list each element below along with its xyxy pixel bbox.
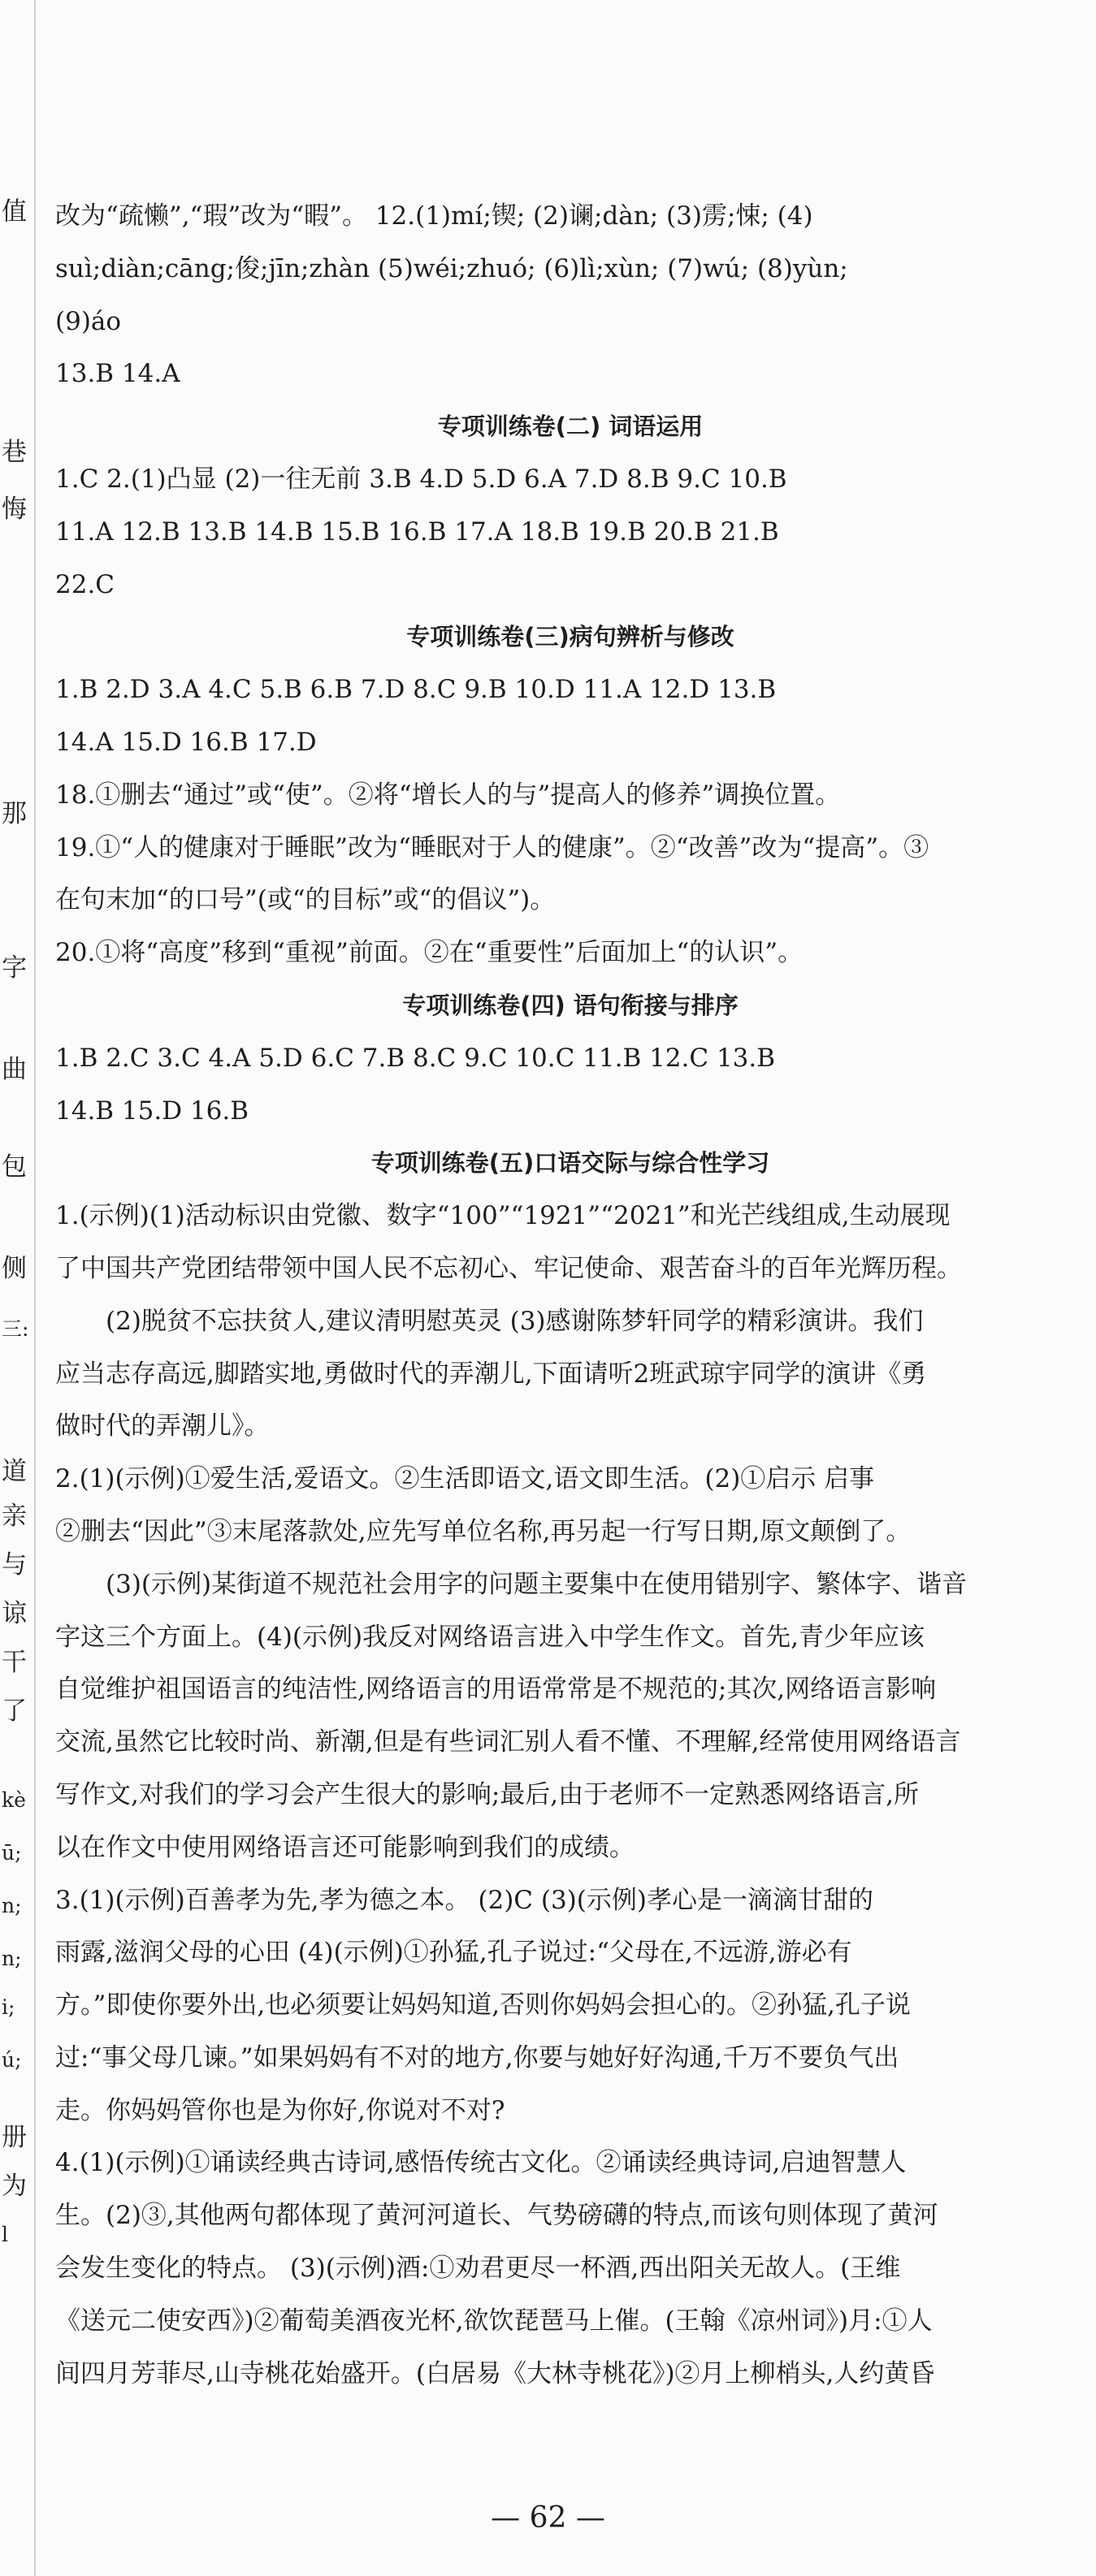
gutter-fragment: l [2, 2223, 8, 2246]
answer-line: 写作文,对我们的学习会产生很大的影响;最后,由于老师不一定熟悉网络语言,所 [55, 1779, 920, 1809]
gutter-fragment: 干 [2, 1648, 27, 1677]
answer-line: 14.B 15.D 16.B [55, 1096, 249, 1126]
gutter-fragment: 道 [2, 1457, 27, 1486]
section-heading: 专项训练卷(三)病句辨析与修改 [406, 623, 734, 651]
answer-line: suì;diàn;cāng;俊;jīn;zhàn (5)wéi;zhuó; (6)lì;xùn; (7)wú; (8)yùn; [55, 253, 848, 283]
answer-line: 雨露,滋润父母的心田 (4)(示例)①孙猛,孔子说过:“父母在,不远游,游必有 [55, 1938, 852, 1968]
answer-line: 生。(2)③,其他两句都体现了黄河河道长、气势磅礴的特点,而该句则体现了黄河 [55, 2201, 938, 2231]
gutter-fragment: ú; [2, 2048, 22, 2072]
answer-line: 做时代的弄潮儿》。 [55, 1411, 270, 1441]
margin-rule [34, 0, 36, 2576]
answer-line: 1.B 2.D 3.A 4.C 5.B 6.B 7.D 8.C 9.B 10.D 11.A 12.D 13.B [55, 675, 777, 705]
page-number: — 62 — [491, 2501, 605, 2535]
answer-line: 过:“事父母几谏。”如果妈妈有不对的地方,你要与她好好沟通,千万不要负气出 [55, 2042, 899, 2072]
gutter-fragment: n; [2, 1947, 22, 1970]
section-heading: 专项训练卷(二) 词语运用 [437, 413, 704, 441]
gutter-fragment: 包 [2, 1152, 27, 1182]
answer-line: 22.C [55, 569, 115, 599]
answer-line: (3)(示例)某街道不规范社会用字的问题主要集中在使用错别字、繁体字、谐音 [106, 1569, 968, 1599]
answer-line: (2)脱贫不忘扶贫人,建议清明慰英灵 (3)感谢陈梦轩同学的精彩演讲。我们 [106, 1306, 924, 1336]
gutter-fragment: n; [2, 1894, 22, 1917]
answer-line: 14.A 15.D 16.B 17.D [55, 727, 317, 757]
answer-line: 了中国共产党团结带领中国人民不忘初心、牢记使命、艰苦奋斗的百年光辉历程。 [55, 1253, 962, 1283]
answer-line: 13.B 14.A [55, 359, 180, 389]
gutter-fragment: kè [2, 1788, 26, 1812]
answer-line: ②删去“因此”③末尾落款处,应先写单位名称,再另起一行写日期,原文颠倒了。 [55, 1516, 912, 1546]
answer-line: 1.(示例)(1)活动标识由党徽、数字“100”“1921”“2021”和光芒线组成,生动展现 [55, 1201, 951, 1231]
answer-line: 在句末加“的口号”(或“的目标”或“的倡议”)。 [55, 885, 556, 915]
gutter-fragment: ū; [2, 1841, 22, 1865]
gutter-fragment: 亲 [2, 1502, 27, 1531]
gutter-fragment: 为 [2, 2172, 27, 2201]
gutter-fragment: 册 [2, 2123, 27, 2152]
answer-text-body [55, 190, 1085, 2400]
answer-line: 改为“疏懒”,“瑕”改为“暇”。 12.(1)mí;锲; (2)谰;dàn; (3)雳;悚; (4) [55, 201, 813, 231]
gutter-fragment: 三: [2, 1317, 29, 1341]
answer-line: 《送元二使安西》)②葡萄美酒夜光杯,欲饮琵琶马上催。(王翰《凉州词》)月:①人 [55, 2306, 933, 2336]
section-heading: 专项训练卷(四) 语句衔接与排序 [402, 991, 739, 1019]
gutter-fragment: 曲 [2, 1055, 27, 1084]
answer-line: (9)áo [55, 306, 122, 336]
gutter-fragment: 巷 [2, 438, 27, 467]
answer-line: 18.①删去“通过”或“使”。②将“增长人的与”提高人的修养”调换位置。 [55, 780, 841, 810]
gutter-fragment: 了 [2, 1696, 27, 1726]
answer-line: 字这三个方面上。(4)(示例)我反对网络语言进入中学生作文。首先,青少年应该 [55, 1622, 925, 1652]
answer-line: 1.C 2.(1)凸显 (2)一往无前 3.B 4.D 5.D 6.A 7.D 8.B 9.C 10.B [55, 464, 787, 494]
answer-line: 交流,虽然它比较时尚、新潮,但是有些词汇别人看不懂、不理解,经常使用网络语言 [55, 1727, 961, 1757]
gutter-fragment: 悔 [2, 495, 27, 524]
answer-line: 应当志存高远,脚踏实地,勇做时代的弄潮儿,下面请听2班武琼宇同学的演讲《勇 [55, 1359, 927, 1389]
gutter-fragment: 侧 [2, 1254, 27, 1283]
answer-line: 19.①“人的健康对于睡眠”改为“睡眠对于人的健康”。②“改善”改为“提高”。③ [55, 832, 929, 862]
answer-line: 以在作文中使用网络语言还可能影响到我们的成绩。 [55, 1832, 635, 1862]
section-heading: 专项训练卷(五)口语交际与综合性学习 [370, 1149, 770, 1178]
left-margin-gutter [0, 0, 36, 2576]
gutter-fragment: 字 [2, 953, 27, 983]
answer-line: 间四月芳菲尽,山寺桃花始盛开。(白居易《大林寺桃花》)②月上柳梢头,人约黄昏 [55, 2358, 935, 2388]
answer-line: 2.(1)(示例)①爱生活,爱语文。②生活即语文,语文即生活。(2)①启示 启事 [55, 1464, 875, 1494]
answer-line: 11.A 12.B 13.B 14.B 15.B 16.B 17.A 18.B 19.B 20.B 21.B [55, 516, 779, 547]
gutter-fragment: 谅 [2, 1599, 27, 1628]
gutter-fragment: i; [2, 1995, 15, 2019]
answer-line: 方。”即使你要外出,也必须要让妈妈知道,否则你妈妈会担心的。②孙猛,孔子说 [55, 1990, 911, 2021]
answer-line: 走。你妈妈管你也是为你好,你说对不对? [55, 2095, 505, 2125]
answer-line: 自觉维护祖国语言的纯洁性,网络语言的用语常常是不规范的;其次,网络语言影响 [55, 1675, 937, 1705]
gutter-fragment: 与 [2, 1550, 27, 1580]
gutter-fragment: 值 [2, 197, 27, 227]
gutter-fragment: 那 [2, 799, 27, 828]
answer-line: 3.(1)(示例)百善孝为先,孝为德之本。 (2)C (3)(示例)孝心是一滴滴甘甜的 [55, 1885, 873, 1915]
answer-line: 会发生变化的特点。 (3)(示例)酒:①劝君更尽一杯酒,西出阳关无故人。(王维 [55, 2254, 901, 2284]
answer-line: 4.(1)(示例)①诵读经典古诗词,感悟传统古文化。②诵读经典诗词,启迪智慧人 [55, 2148, 907, 2178]
answer-line: 20.①将“高度”移到“重视”前面。②在“重要性”后面加上“的认识”。 [55, 938, 804, 968]
answer-line: 1.B 2.C 3.C 4.A 5.D 6.C 7.B 8.C 9.C 10.C 11.B 12.C 13.B [55, 1043, 776, 1073]
